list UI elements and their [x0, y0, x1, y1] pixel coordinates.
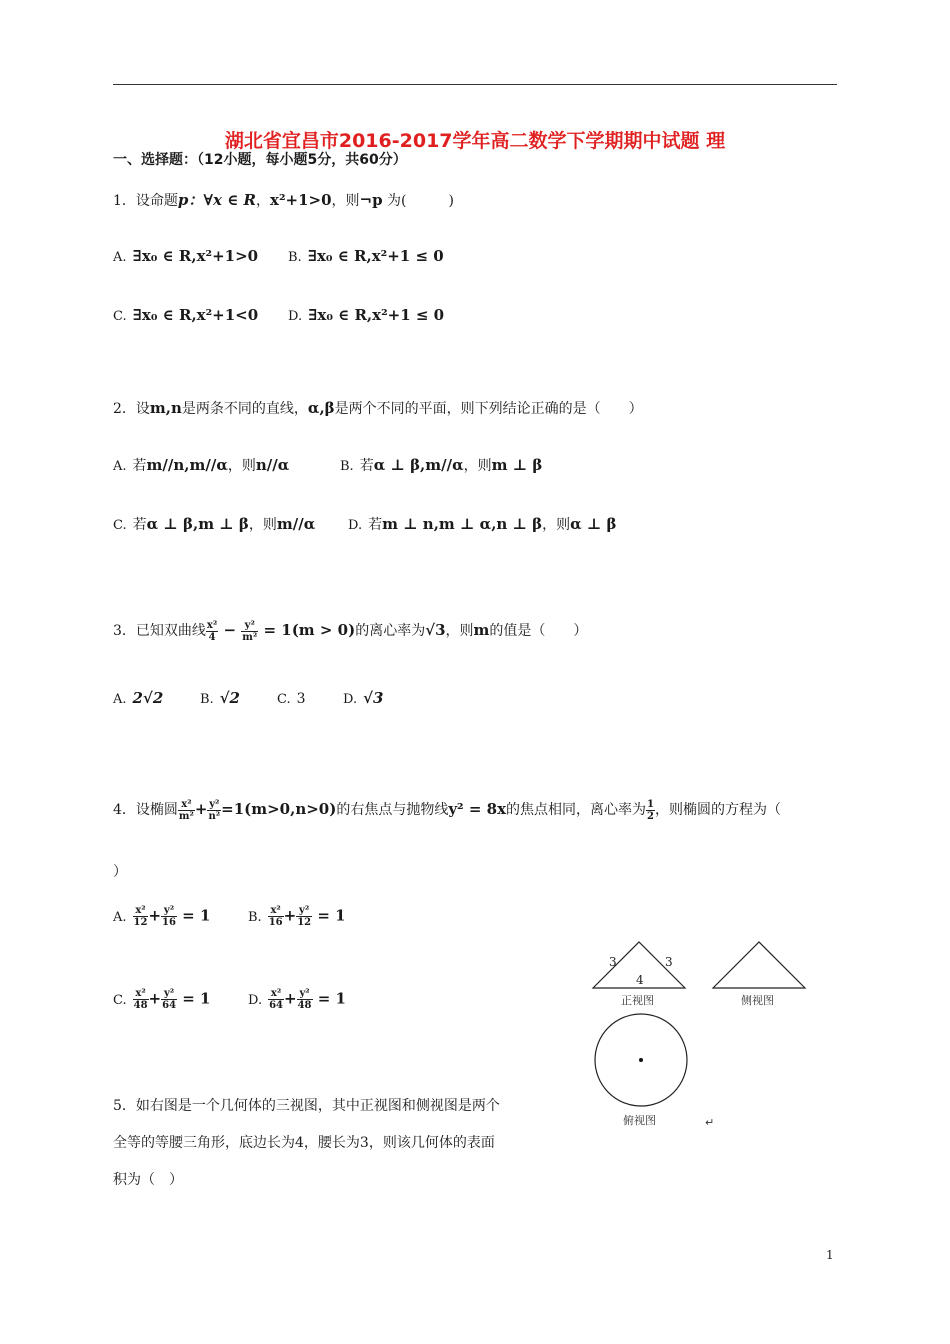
q2-option-c-pre: 若: [132, 517, 147, 533]
q2-mid2: 是两个不同的平面，则下列结论正确的是（ ）: [334, 401, 643, 417]
q1-option-a: [113, 247, 258, 265]
q4-option-d-frac-x: [268, 988, 284, 1011]
side-view-triangle: [713, 942, 805, 988]
q1-p: p：: [177, 191, 204, 209]
q3-option-a-label: A.: [113, 692, 127, 707]
q2-option-a-then: ，则: [227, 458, 256, 474]
q1-option-b: [288, 247, 444, 265]
section-heading: [113, 150, 407, 170]
q4-option-a-x-den: 12: [133, 917, 148, 928]
q3-option-d: [343, 689, 383, 707]
q1-option-a-label: A.: [113, 250, 127, 265]
q4-option-c-x-num: x²: [133, 988, 149, 1000]
q2-option-d-then: ，则: [542, 517, 571, 533]
section-note: （12小题，每小题5分，共60分）: [197, 152, 407, 168]
q1-option-c-text: ∃x₀ ∈ R,x²+1<0: [132, 306, 259, 324]
q4-option-c-x-den: 48: [133, 1000, 148, 1011]
side-view-label: 侧视图: [741, 994, 774, 1007]
q4-post: ，则椭圆的方程为（: [655, 802, 781, 818]
question-1: 1．设命题p：∀x ∈ R，x²+1>0，则¬p 为( ): [113, 191, 454, 209]
q3-number: 3．: [113, 623, 136, 639]
q2-mn: m,n: [149, 399, 182, 417]
top-view-center: [639, 1058, 643, 1062]
q1-option-d: [288, 306, 444, 324]
three-view-figure: [585, 930, 815, 1130]
q2-pre: 设: [135, 401, 150, 417]
q4-ecc-frac: [646, 799, 655, 822]
front-view-base: 4: [636, 973, 644, 987]
q2-option-d-res: α ⊥ β: [570, 515, 617, 533]
q3-option-a: [113, 689, 163, 707]
question-3: [113, 616, 587, 645]
q4-pre: 设椭圆: [135, 802, 178, 818]
q4-option-b: [248, 905, 346, 928]
q4-option-a-frac-y: [161, 905, 177, 928]
q4-mid: 的右焦点与抛物线: [336, 802, 449, 818]
q2-option-a-cond: m//n,m//α: [146, 456, 228, 474]
q1-option-d-text: ∃x₀ ∈ R,x²+1 ≤ 0: [308, 306, 445, 324]
q3-option-d-text: √3: [363, 689, 384, 707]
q3-frac-x: [206, 620, 218, 643]
q3-ecc: √3: [425, 621, 446, 639]
page-number: 1: [826, 1248, 834, 1262]
q2-option-c-res: m//α: [276, 515, 316, 533]
q3-frac-x-den: 4: [208, 631, 216, 643]
q4-option-c-plus: +: [148, 989, 162, 1008]
q5-line-1: 5．如右图是一个几何体的三视图，其中正视图和侧视图是两个: [113, 1098, 500, 1114]
q4-option-d-rhs: = 1: [312, 989, 346, 1008]
q1-ineq: x²+1>0: [270, 191, 332, 209]
q4-plus: +: [194, 800, 208, 818]
q4-option-a-x-num: x²: [133, 905, 149, 917]
q4-option-d-label: D.: [248, 992, 263, 1008]
q3-option-c: [277, 691, 306, 707]
q2-option-b: [340, 455, 542, 475]
q3-option-b-label: B.: [200, 692, 214, 707]
q2-option-d-cond: m ⊥ n,m ⊥ α,n ⊥ β: [382, 515, 543, 533]
q4-option-c-label: C.: [113, 992, 127, 1008]
q4-mid2: 的焦点相同，离心率为: [506, 802, 647, 818]
q2-ab: α,β: [307, 399, 335, 417]
q4-option-a-y-den: 16: [162, 917, 176, 928]
q4-option-d-y-num: y²: [297, 988, 313, 1000]
q3-option-b-text: √2: [219, 689, 240, 707]
q3-option-a-text: 2√2: [132, 689, 164, 707]
section-label: 一、选择题：: [113, 152, 197, 168]
q4-option-b-y-num: y²: [296, 905, 312, 917]
q1-option-b-label: B.: [288, 250, 302, 265]
q2-option-b-label: B.: [340, 459, 354, 474]
q2-option-b-cond: α ⊥ β,m//α: [373, 456, 464, 474]
q1-number: 1．: [113, 193, 136, 209]
q2-option-d-pre: 若: [368, 517, 383, 533]
front-view-label: 正视图: [621, 994, 654, 1007]
q4-option-b-plus: +: [283, 906, 297, 925]
q4-option-a-rhs: = 1: [176, 906, 211, 925]
q4-option-b-label: B.: [248, 909, 262, 925]
front-view-side-b: 3: [665, 955, 673, 969]
q3-option-b: [200, 689, 240, 707]
q3-mid2: ，则: [445, 623, 474, 639]
q5-line-2: 全等的等腰三角形，底边长为4，腰长为3，则该几何体的表面: [113, 1135, 495, 1151]
q5-line-3: 积为（ ）: [113, 1172, 183, 1188]
q4-option-c-y-den: 64: [162, 1000, 177, 1011]
q2-number: 2．: [113, 401, 136, 417]
q4-frac-y-num: y²: [209, 798, 220, 810]
q2-option-c-label: C.: [113, 518, 127, 533]
page-title: 湖北省宜昌市2016-2017学年高二数学下学期期中试题 理: [224, 130, 726, 152]
q1-option-c: [113, 306, 258, 324]
q4-parabola: y² = 8x: [448, 800, 507, 818]
q1-option-b-text: ∃x₀ ∈ R,x²+1 ≤ 0: [307, 247, 444, 265]
q3-frac-y-num: y²: [241, 620, 258, 632]
q4-ecc-den: 2: [647, 810, 654, 822]
q4-option-d-x-num: x²: [268, 988, 284, 1000]
question-2: [113, 398, 643, 419]
q3-minus: −: [218, 621, 242, 639]
q2-option-b-pre: 若: [359, 458, 374, 474]
q4-frac-x: [178, 799, 195, 822]
q4-option-d-y-den: 48: [297, 1000, 312, 1011]
q2-option-b-res: m ⊥ β: [491, 456, 543, 474]
q2-option-a-label: A.: [113, 459, 127, 474]
q4-option-d: [248, 988, 346, 1011]
q3-pre: 已知双曲线: [135, 623, 206, 639]
q2-option-a-res: n//α: [255, 456, 290, 474]
q4-frac-y-den: n²: [208, 810, 221, 822]
q4-frac-x-den: m²: [178, 810, 194, 822]
q4-option-b-frac-y: [296, 905, 312, 928]
q4-option-c-rhs: = 1: [177, 989, 211, 1008]
q4-number: 4．: [113, 802, 136, 818]
q3-frac-x-num: x²: [206, 619, 218, 631]
q4-option-a-frac-x: [133, 905, 149, 928]
q4-option-d-x-den: 64: [269, 1000, 284, 1011]
q4-option-a-y-num: y²: [161, 905, 177, 917]
q4-option-c-y-num: y²: [161, 988, 177, 1000]
q4-option-b-rhs: = 1: [312, 906, 346, 925]
q4-option-b-x-den: 16: [268, 917, 283, 928]
q4-option-c-frac-y: [161, 988, 177, 1011]
q4-ecc-num: 1: [647, 798, 654, 810]
q2-option-d: [348, 514, 617, 534]
q2-option-c-cond: α ⊥ β,m ⊥ β: [146, 515, 249, 533]
q4-rhs: =1(m>0,n>0): [221, 800, 337, 818]
q3-option-c-text: 3: [296, 691, 306, 707]
q3-post: 的值是（ ）: [489, 623, 588, 639]
q2-option-b-then: ，则: [463, 458, 492, 474]
q1-forall: ∀x ∈ R: [203, 191, 256, 209]
q3-option-d-label: D.: [343, 692, 358, 707]
q2-mid1: 是两条不同的直线，: [181, 401, 308, 417]
q3-m: m: [473, 621, 490, 639]
top-view-label: 俯视图: [623, 1114, 656, 1127]
front-view-side-a: 3: [609, 955, 617, 969]
q1-option-c-label: C.: [113, 309, 127, 324]
q2-option-c: [113, 514, 315, 534]
q2-option-c-then: ，则: [248, 517, 277, 533]
q1-option-a-text: ∃x₀ ∈ R,x²+1>0: [132, 247, 259, 265]
q4-option-a-label: A.: [113, 909, 127, 925]
q4-option-b-frac-x: [268, 905, 284, 928]
q4-option-b-x-num: x²: [268, 905, 284, 917]
q3-rhs: = 1(m > 0): [258, 621, 356, 639]
q4-continuation: ）: [113, 864, 127, 880]
q1-mid: ，则: [331, 193, 360, 209]
return-mark: ↵: [705, 1116, 715, 1129]
q2-option-a: [113, 455, 289, 475]
q1-negp: ¬p: [359, 191, 383, 209]
q4-frac-y: [207, 799, 221, 822]
q4-option-c: [113, 988, 211, 1011]
q2-option-a-pre: 若: [132, 458, 147, 474]
q3-frac-y: [241, 620, 258, 643]
q1-post: 为( ): [382, 193, 454, 209]
q1-pre: 设命题: [135, 193, 178, 209]
q1-option-d-label: D.: [288, 309, 303, 324]
q2-option-d-label: D.: [348, 518, 363, 533]
q3-option-c-label: C.: [277, 692, 291, 707]
q4-frac-x-num: x²: [178, 799, 195, 811]
q4-option-c-frac-x: [133, 988, 149, 1011]
q3-mid: 的离心率为: [355, 623, 426, 639]
question-4: [113, 795, 781, 824]
q4-option-a: [113, 905, 210, 928]
q3-frac-y-den: m²: [242, 631, 258, 643]
q4-option-a-plus: +: [148, 906, 162, 925]
q4-option-b-y-den: 12: [297, 917, 312, 928]
q4-option-d-plus: +: [284, 989, 297, 1008]
header-rule: [113, 84, 837, 85]
q4-option-d-frac-y: [297, 988, 313, 1011]
